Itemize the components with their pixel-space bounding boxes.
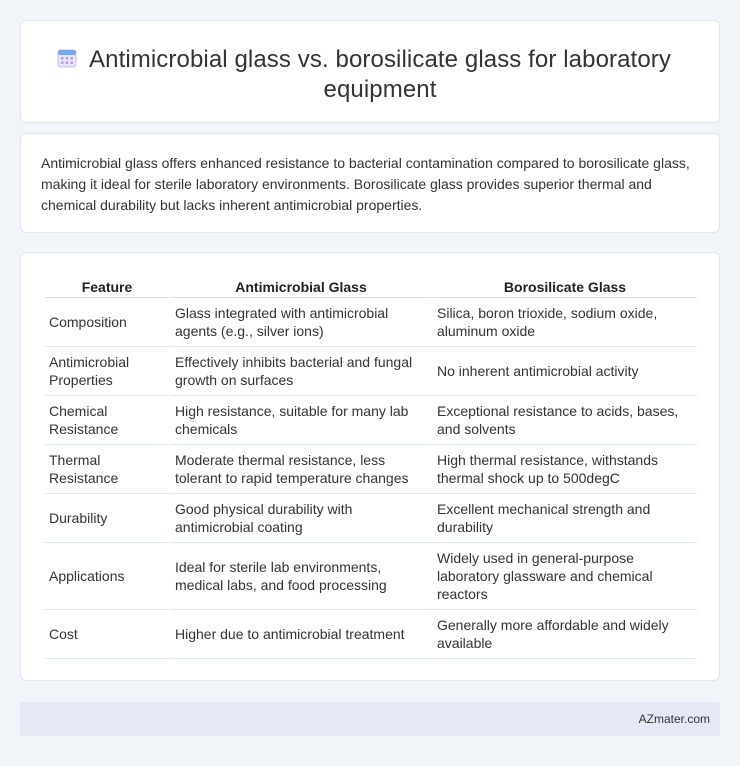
cell-borosilicate: Generally more affordable and widely available — [433, 610, 697, 659]
cell-antimicrobial: Moderate thermal resistance, less tolerant to rapid temperature changes — [171, 445, 431, 494]
header-borosilicate: Borosilicate Glass — [433, 273, 697, 298]
table-row — [45, 445, 697, 494]
footer-bar — [20, 702, 720, 736]
cell-feature: Cost — [45, 610, 169, 659]
cell-borosilicate: Widely used in general-purpose laboratory glassware and chemical reactors — [433, 543, 697, 610]
comparison-table — [43, 273, 699, 659]
table-row — [45, 543, 697, 610]
cell-antimicrobial: Effectively inhibits bacterial and fungal growth on surfaces — [171, 347, 431, 396]
table-row — [45, 347, 697, 396]
cell-borosilicate: Excellent mechanical strength and durability — [433, 494, 697, 543]
comparison-table-card — [20, 252, 720, 681]
header-antimicrobial: Antimicrobial Glass — [171, 273, 431, 298]
summary-card — [20, 133, 720, 233]
cell-feature: Composition — [45, 298, 169, 347]
title-card — [20, 20, 720, 123]
table-row — [45, 396, 697, 445]
cell-antimicrobial: Good physical durability with antimicrobial coating — [171, 494, 431, 543]
cell-feature: Chemical Resistance — [45, 396, 169, 445]
cell-antimicrobial: Higher due to antimicrobial treatment — [171, 610, 431, 659]
table-row — [45, 298, 697, 347]
cell-borosilicate: Exceptional resistance to acids, bases, and solvents — [433, 396, 697, 445]
cell-borosilicate: No inherent antimicrobial activity — [433, 347, 697, 396]
footer-brand[interactable]: AZmater.com — [638, 712, 710, 726]
cell-antimicrobial: Ideal for sterile lab environments, medical labs, and food processing — [171, 543, 431, 610]
cell-feature: Durability — [45, 494, 169, 543]
table-row — [45, 494, 697, 543]
table-row — [45, 610, 697, 659]
cell-antimicrobial: Glass integrated with antimicrobial agents (e.g., silver ions) — [171, 298, 431, 347]
cell-feature: Thermal Resistance — [45, 445, 169, 494]
header-feature: Feature — [45, 273, 169, 298]
cell-borosilicate: Silica, boron trioxide, sodium oxide, aluminum oxide — [433, 298, 697, 347]
cell-antimicrobial: High resistance, suitable for many lab chemicals — [171, 396, 431, 445]
summary-text: Antimicrobial glass offers enhanced resistance to bacterial contamination compared to borosilicate glass, making it ideal for sterile laboratory environments. Borosilicate glass provides superior thermal and chemical durability but lacks inherent antimicrobial properties. — [41, 155, 690, 213]
table-header-row — [45, 273, 697, 298]
cell-feature: Antimicrobial Properties — [45, 347, 169, 396]
cell-borosilicate: High thermal resistance, withstands thermal shock up to 500degC — [433, 445, 697, 494]
page-title: Antimicrobial glass vs. borosilicate glass for laboratory equipment — [89, 46, 671, 103]
cell-feature: Applications — [45, 543, 169, 610]
